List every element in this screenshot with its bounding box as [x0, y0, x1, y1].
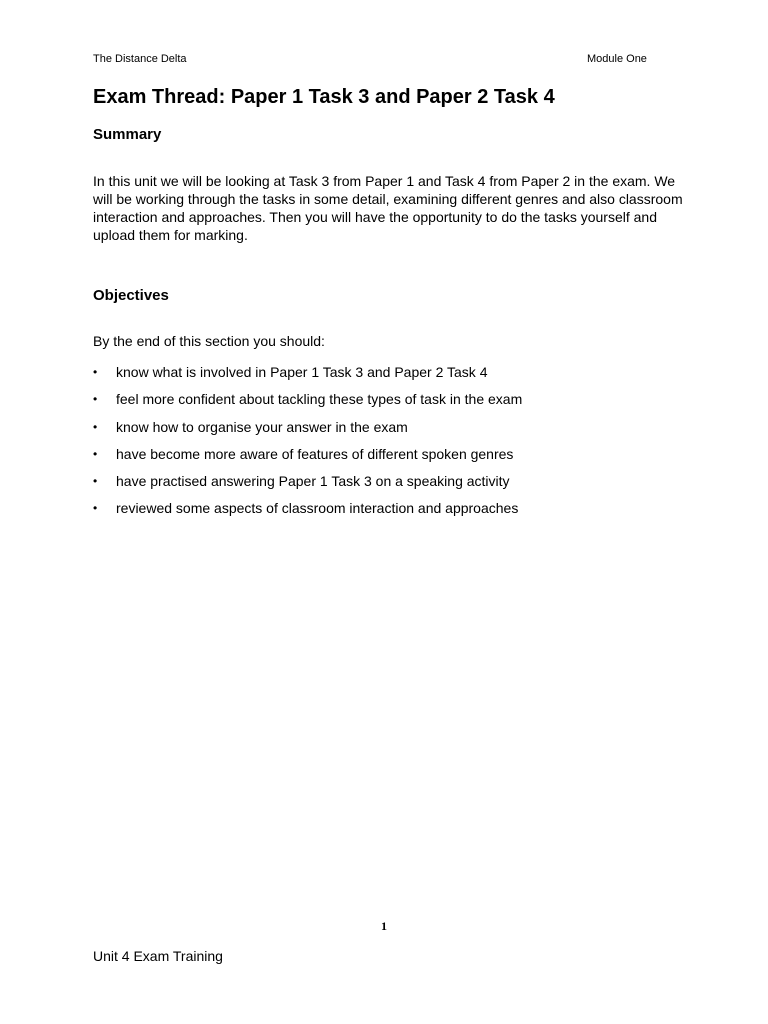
- page-number: 1: [381, 919, 387, 933]
- bullet-icon: •: [93, 365, 98, 379]
- document-title: Exam Thread: Paper 1 Task 3 and Paper 2 Task 4: [93, 86, 555, 108]
- header-left: The Distance Delta: [93, 53, 187, 65]
- footer-text: Unit 4 Exam Training: [93, 948, 223, 964]
- objectives-intro: By the end of this section you should:: [93, 333, 325, 349]
- bullet-icon: •: [93, 474, 98, 489]
- objectives-heading: Objectives: [93, 287, 169, 304]
- header-right: Module One: [587, 53, 647, 65]
- list-item-text: have practised answering Paper 1 Task 3 on a speaking activity: [116, 473, 510, 490]
- summary-heading: Summary: [93, 126, 162, 143]
- list-item-text: have become more aware of features of different spoken genres: [116, 445, 514, 462]
- bullet-icon: •: [93, 392, 98, 407]
- bullet-icon: •: [93, 446, 98, 461]
- bullet-icon: •: [93, 419, 98, 434]
- list-item-text: reviewed some aspects of classroom interaction and approaches: [116, 500, 519, 517]
- list-item-text: know what is involved in Paper 1 Task 3 and Paper 2 Task 4: [116, 364, 488, 380]
- list-item-text: feel more confident about tackling these types of task in the exam: [116, 391, 523, 408]
- summary-text: In this unit we will be looking at Task 3 from Paper 1 and Task 4 from Paper 2 in the exam. We will be working through the tasks in some detail, examining different genres and also classroom interaction and approaches. Then you will have the opportunity to do the tasks yourself and upload them for marking.: [93, 173, 683, 243]
- list-item-text: know how to organise your answer in the exam: [116, 418, 408, 435]
- bullet-icon: •: [93, 501, 98, 516]
